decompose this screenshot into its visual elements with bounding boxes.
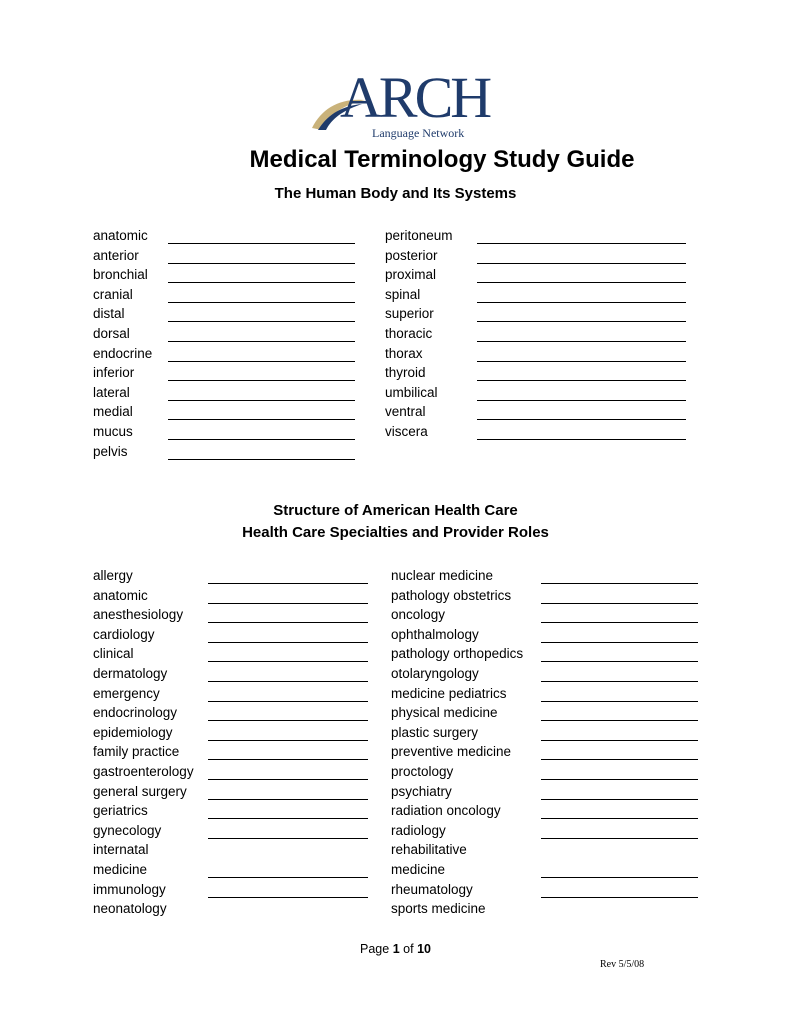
answer-blank-line[interactable] — [541, 603, 698, 604]
answer-blank-line[interactable] — [541, 897, 698, 898]
term-label: anatomic — [93, 228, 148, 243]
term-label: allergy — [93, 568, 133, 583]
answer-blank-line[interactable] — [477, 361, 686, 362]
term-label: posterior — [385, 247, 438, 263]
answer-blank-line[interactable] — [208, 740, 368, 741]
term-label: radiation oncology — [391, 803, 501, 819]
term-label: preventive medicine — [391, 744, 512, 760]
answer-blank-line[interactable] — [477, 400, 686, 401]
term-label: thorax — [385, 345, 423, 361]
term-label: spinal — [385, 286, 421, 302]
term-label: pelvis — [93, 443, 128, 459]
answer-blank-line[interactable] — [208, 779, 368, 780]
term-label: bronchial — [93, 267, 148, 283]
term-label: endocrine — [93, 345, 153, 361]
term-label: superior — [385, 306, 434, 322]
term-label: viscera — [385, 423, 428, 439]
answer-blank-line[interactable] — [208, 642, 368, 643]
term-label: gastroenterology — [93, 763, 194, 779]
term-label: proctology — [391, 763, 454, 779]
page-footer — [0, 942, 791, 956]
answer-blank-line[interactable] — [168, 439, 355, 440]
term-label: otolaryngology — [391, 665, 479, 681]
page-total: 10 — [417, 942, 431, 956]
answer-blank-line[interactable] — [208, 759, 368, 760]
answer-blank-line[interactable] — [541, 799, 698, 800]
answer-blank-line[interactable] — [168, 321, 355, 322]
answer-blank-line[interactable] — [477, 302, 686, 303]
term-label: cranial — [93, 286, 133, 302]
page-title: Medical Terminology Study Guide — [249, 146, 635, 173]
term-label: rheumatology — [391, 881, 473, 897]
term-label: peritoneum — [385, 228, 453, 243]
answer-blank-line[interactable] — [541, 681, 698, 682]
term-label: pathology orthopedics — [391, 646, 524, 662]
term-label: oncology — [391, 607, 446, 623]
term-label: medicine — [391, 861, 446, 877]
answer-blank-line[interactable] — [168, 380, 355, 381]
term-label: thyroid — [385, 365, 426, 381]
section2-heading-1: Structure of American Health Care — [273, 502, 518, 519]
answer-blank-line[interactable] — [168, 361, 355, 362]
term-label: cardiology — [93, 626, 155, 642]
answer-blank-line[interactable] — [541, 701, 698, 702]
term-label: medial — [93, 404, 133, 420]
answer-blank-line[interactable] — [541, 622, 698, 623]
page-label: Page — [360, 942, 390, 956]
term-label: family practice — [93, 744, 180, 760]
term-label: umbilical — [385, 384, 438, 400]
term-label: emergency — [93, 685, 160, 701]
term-label: neonatology — [93, 901, 167, 917]
answer-blank-line[interactable] — [477, 380, 686, 381]
logo-wordmark: ARCH — [340, 65, 490, 130]
answer-blank-line[interactable] — [477, 439, 686, 440]
answer-blank-line[interactable] — [208, 583, 368, 584]
term-label: anesthesiology — [93, 607, 184, 623]
arch-logo — [310, 65, 490, 144]
term-label: medicine pediatrics — [391, 685, 507, 701]
term-label: ventral — [385, 404, 426, 420]
revision-date: Rev 5/5/08 — [600, 959, 645, 970]
answer-blank-line[interactable] — [208, 838, 368, 839]
term-label: distal — [93, 306, 125, 322]
term-label: plastic surgery — [391, 724, 479, 740]
term-label: proximal — [385, 267, 437, 283]
page-of: of — [403, 942, 414, 956]
answer-blank-line[interactable] — [541, 877, 698, 878]
answer-blank-line[interactable] — [541, 838, 698, 839]
term-label: nuclear medicine — [391, 568, 494, 583]
answer-blank-line[interactable] — [208, 603, 368, 604]
term-label: internatal — [93, 842, 149, 858]
term-label: gynecology — [93, 822, 162, 838]
term-label: lateral — [93, 384, 130, 400]
answer-blank-line[interactable] — [477, 243, 686, 244]
answer-blank-line[interactable] — [477, 263, 686, 264]
term-label: immunology — [93, 881, 166, 897]
answer-blank-line[interactable] — [477, 282, 686, 283]
term-label: clinical — [93, 646, 134, 662]
answer-blank-line[interactable] — [168, 243, 355, 244]
answer-blank-line[interactable] — [541, 720, 698, 721]
term-label: general surgery — [93, 783, 187, 799]
term-label: anatomic — [93, 587, 148, 603]
term-label: sports medicine — [391, 901, 486, 917]
answer-blank-line[interactable] — [208, 622, 368, 623]
term-label: pathology obstetrics — [391, 587, 512, 603]
answer-blank-line[interactable] — [208, 897, 368, 898]
answer-blank-line[interactable] — [541, 740, 698, 741]
section2-heading-2: Health Care Specialties and Provider Roles — [242, 524, 549, 541]
term-label: psychiatry — [391, 783, 452, 799]
answer-blank-line[interactable] — [208, 799, 368, 800]
answer-blank-line[interactable] — [208, 701, 368, 702]
answer-blank-line[interactable] — [168, 302, 355, 303]
term-label: epidemiology — [93, 724, 173, 740]
answer-blank-line[interactable] — [541, 779, 698, 780]
answer-blank-line[interactable] — [168, 419, 355, 420]
answer-blank-line[interactable] — [208, 661, 368, 662]
answer-blank-line[interactable] — [168, 341, 355, 342]
answer-blank-line[interactable] — [168, 263, 355, 264]
answer-blank-line[interactable] — [477, 321, 686, 322]
term-label: dermatology — [93, 665, 168, 681]
term-label: inferior — [93, 365, 135, 381]
term-label: endocrinology — [93, 705, 178, 721]
answer-blank-line[interactable] — [477, 341, 686, 342]
answer-blank-line[interactable] — [541, 661, 698, 662]
term-label: mucus — [93, 423, 133, 439]
section1-heading: The Human Body and Its Systems — [274, 185, 517, 202]
answer-blank-line[interactable] — [208, 877, 368, 878]
answer-blank-line[interactable] — [541, 759, 698, 760]
term-label: ophthalmology — [391, 626, 479, 642]
answer-blank-line[interactable] — [477, 419, 686, 420]
answer-blank-line[interactable] — [168, 459, 355, 460]
page-current: 1 — [392, 942, 400, 956]
answer-blank-line[interactable] — [208, 720, 368, 721]
term-label: thoracic — [385, 325, 433, 341]
term-label: dorsal — [93, 325, 130, 341]
answer-blank-line[interactable] — [168, 400, 355, 401]
term-label: anterior — [93, 247, 139, 263]
logo-subline: Language Network — [372, 126, 465, 140]
answer-blank-line[interactable] — [208, 818, 368, 819]
answer-blank-line[interactable] — [541, 642, 698, 643]
answer-blank-line[interactable] — [168, 282, 355, 283]
answer-blank-line[interactable] — [541, 818, 698, 819]
term-label: radiology — [391, 822, 446, 838]
answer-blank-line[interactable] — [208, 681, 368, 682]
term-label: medicine — [93, 861, 148, 877]
term-label: physical medicine — [391, 705, 498, 721]
term-label: rehabilitative — [391, 842, 467, 858]
term-label: geriatrics — [93, 803, 148, 819]
answer-blank-line[interactable] — [541, 583, 698, 584]
